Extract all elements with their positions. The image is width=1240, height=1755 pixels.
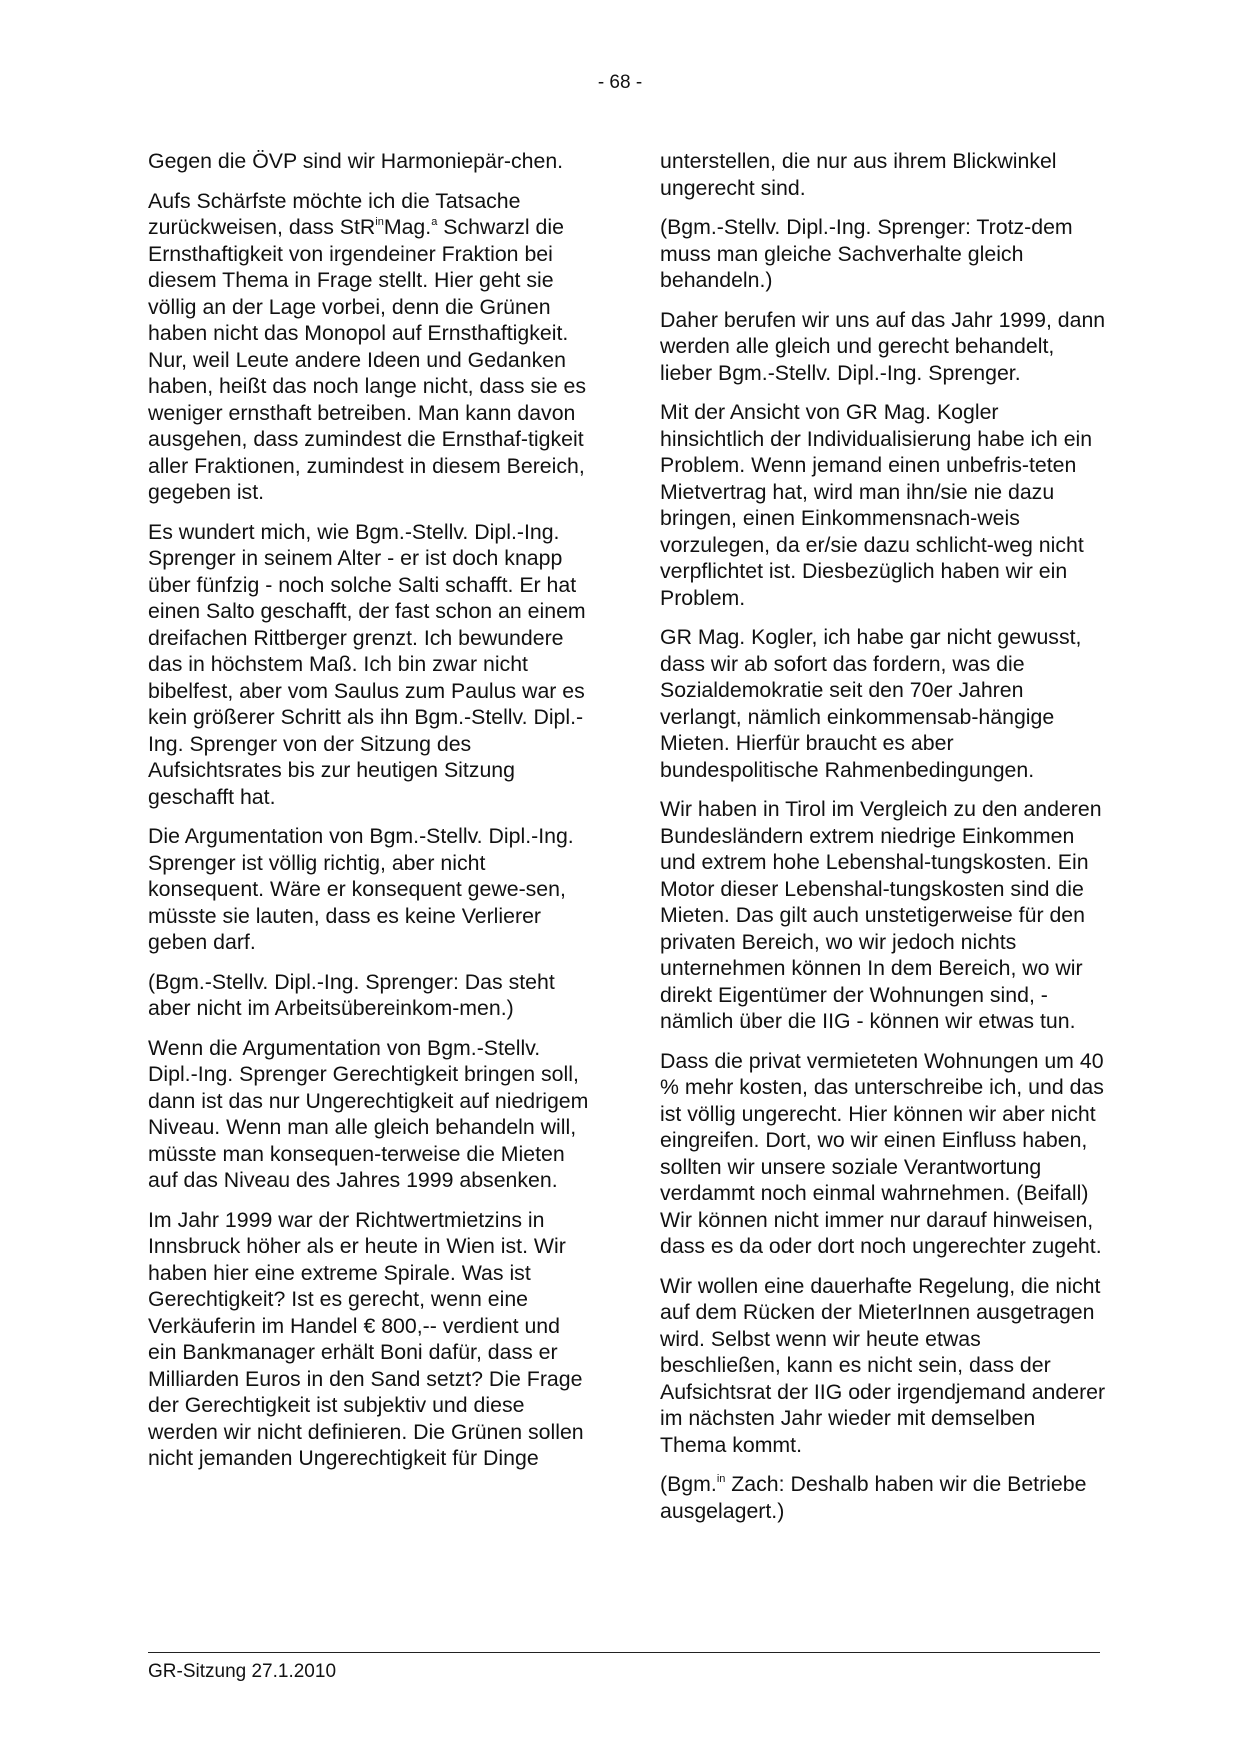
- paragraph: Mit der Ansicht von GR Mag. Kogler hinsichtlich der Individualisierung habe ich ein Problem. Wenn jemand einen unbefris-teten Mietvertrag hat, wird man ihn/sie nie dazu bringen, einen Einkommensnach-weis vorzulegen, da er/sie dazu schlicht-weg nicht verpflichtet ist. Diesbezüglich haben wir ein Problem.: [660, 400, 1093, 610]
- paragraph: Wenn die Argumentation von Bgm.-Stellv. Dipl.-Ing. Sprenger Gerechtigkeit bringen soll, dann ist das nur Ungerechtigkeit auf niedrigem Niveau. Wenn man alle gleich behandeln will, müsste man konsequen-terweise die Mieten auf das Niveau des Jahres 1999 absenken.: [148, 1035, 589, 1192]
- footer-divider: [148, 1652, 1100, 1653]
- paragraph: Die Argumentation von Bgm.-Stellv. Dipl.-Ing. Sprenger ist völlig richtig, aber nicht konsequent. Wäre er konsequent gewe-sen, müsste sie lauten, dass es keine Verlierer geben darf.: [148, 824, 574, 954]
- paragraph: Daher berufen wir uns auf das Jahr 1999, dann werden alle gleich und gerecht behandelt, lieber Bgm.-Stellv. Dipl.-Ing. Sprenger.: [660, 307, 1106, 385]
- page-number: - 68 -: [597, 72, 643, 93]
- paragraph: [148, 188, 594, 506]
- paragraph: Es wundert mich, wie Bgm.-Stellv. Dipl.-Ing. Sprenger in seinem Alter - er ist doch knapp über fünfzig - noch solche Salti schafft. Er hat einen Salto geschafft, der fast schon an einem dreifachen Rittberger grenzt. Ich bewundere das in höchstem Maß. Ich bin zwar nicht bibelfest, aber vom Saulus zum Paulus war es kein größerer Schritt als ihn Bgm.-Stellv. Dipl.-Ing. Sprenger von der Sitzung des Aufsichtsrates bis zur heutigen Sitzung geschafft hat.: [148, 519, 586, 809]
- superscript: in: [375, 216, 384, 228]
- superscript: in: [716, 1473, 726, 1485]
- paragraph: Gegen die ÖVP sind wir Harmoniepär-chen.: [148, 149, 564, 173]
- paragraph: Im Jahr 1999 war der Richtwertmietzins in Innsbruck höher als er heute in Wien ist. Wir haben hier eine extreme Spirale. Was ist Gerechtigkeit? Ist es gerecht, wenn eine Verkäuferin im Handel € 800,-- verdient und ein Bankmanager erhält Boni dafür, dass er Milliarden Euros in den Sand setzt? Die Frage der Gerechtigkeit ist subjektiv und diese werden wir nicht definieren. Die Grünen sollen nicht jemanden Ungerechtigkeit für Dinge: [148, 1207, 584, 1470]
- paragraph-text: Aufs Schärfste möchte ich die Tatsache zurückweisen, dass StR: [148, 188, 521, 239]
- paragraph: Dass die privat vermieteten Wohnungen um 40 % mehr kosten, das unterschreibe ich, und das ist völlig ungerecht. Hier können wir aber nicht eingreifen. Dort, wo wir einen Einfluss haben, sollten wir unsere soziale Verantwortung verdammt noch einmal wahrnehmen. (Beifall) Wir können nicht immer nur darauf hinweisen, dass es da oder dort noch ungerechter zugeht.: [660, 1048, 1104, 1258]
- paragraph-text: Mag.: [383, 215, 432, 239]
- right-column: [660, 148, 1106, 1537]
- paragraph-text: Schwarzl die Ernsthaftigkeit von irgendeiner Fraktion bei diesem Thema in Frage stellt. Hier geht sie völlig an der Lage vorbei, denn die Grünen haben nicht das Monopol auf Ernsthaftigkeit. Nur, weil Leute andere Ideen und Gedanken haben, heißt das noch lange nicht, dass sie es weniger ernsthaft betreiben. Man kann davon ausgehen, dass zumindest die Ernsthaf-tigkeit aller Fraktionen, zumindest in diesem Bereich, gegeben ist.: [148, 215, 587, 504]
- paragraph: Wir haben in Tirol im Vergleich zu den anderen Bundesländern extrem niedrige Einkommen und extrem hohe Lebenshal-tungskosten. Ein Motor dieser Lebenshal-tungskosten sind die Mieten. Das gilt auch unstetigerweise für den privaten Bereich, wo wir jedoch nichts unternehmen können In dem Bereich, wo wir direkt Eigentümer der Wohnungen sind, - nämlich über die IIG - können wir etwas tun.: [660, 797, 1102, 1033]
- paragraph-text: Zach: Deshalb haben wir die Betriebe ausgelagert.): [660, 1472, 1087, 1523]
- superscript: a: [431, 216, 438, 228]
- paragraph: GR Mag. Kogler, ich habe gar nicht gewusst, dass wir ab sofort das fordern, was die Sozialdemokratie seit den 70er Jahren verlangt, nämlich einkommensab-hängige Mieten. Hierfür braucht es aber bundespolitische Rahmenbedingungen.: [660, 625, 1082, 782]
- footer-text: GR-Sitzung 27.1.2010: [148, 1661, 337, 1682]
- interjection: (Bgm.-Stellv. Dipl.-Ing. Sprenger: Trotz-dem muss man gleiche Sachverhalte gleich behandeln.): [660, 215, 1073, 292]
- interjection: [660, 1471, 1106, 1524]
- paragraph: Wir wollen eine dauerhafte Regelung, die nicht auf dem Rücken der MieterInnen ausgetragen wird. Selbst wenn wir heute etwas beschließen, kann es nicht sein, dass der Aufsichtsrat der IIG oder irgendjemand anderer im nächsten Jahr wieder mit demselben Thema kommt.: [660, 1273, 1106, 1457]
- interjection: (Bgm.-Stellv. Dipl.-Ing. Sprenger: Das steht aber nicht im Arbeitsübereinkom-men.): [148, 969, 555, 1020]
- paragraph: unterstellen, die nur aus ihrem Blickwinkel ungerecht sind.: [660, 149, 1057, 200]
- left-column: [148, 148, 594, 1485]
- paragraph-text: (Bgm.: [660, 1472, 717, 1496]
